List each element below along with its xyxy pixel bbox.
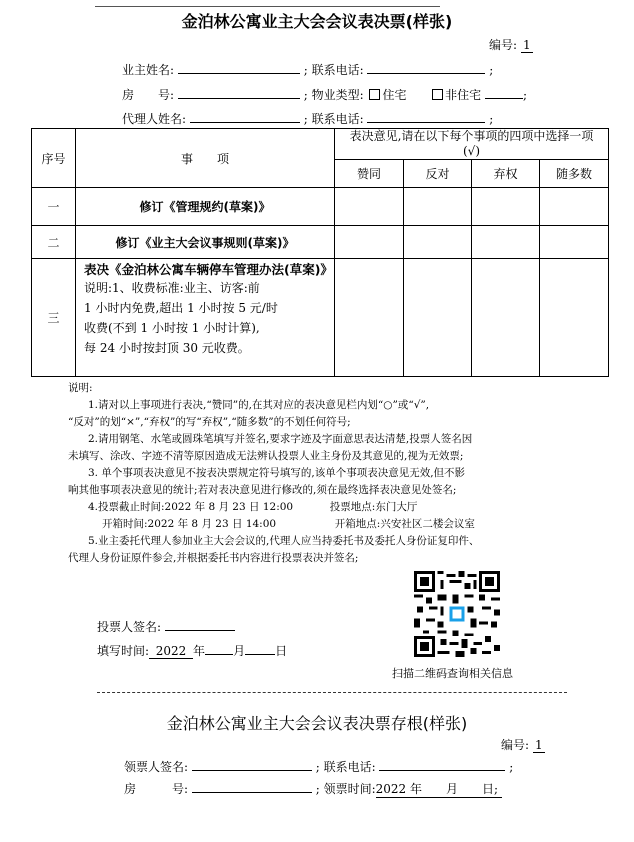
vote-cell[interactable] [335, 188, 404, 226]
note-line: 收费(不到 1 小时按 1 小时计算), [84, 321, 260, 335]
open-location: 开箱地点:兴安社区二楼会议室 [334, 518, 475, 530]
option-approve: 赞同 [335, 160, 404, 188]
row-item-cell [76, 259, 335, 377]
vote-cell[interactable] [472, 259, 540, 377]
stub-number [501, 736, 545, 753]
vote-cell[interactable] [540, 226, 609, 259]
option-majority: 随多数 [540, 160, 609, 188]
table-row [32, 188, 609, 226]
non-residential-label: 非住宅 [445, 88, 482, 102]
vote-cell[interactable] [404, 188, 472, 226]
room-label-2: 号: [158, 88, 175, 102]
agent-phone-label: 联系电话: [311, 112, 364, 126]
opinion-header: 表决意见,请在以下每个事项的四项中选择一项(√) [335, 129, 609, 160]
receive-time-label: 领票时间: [323, 782, 376, 796]
residential-checkbox[interactable] [369, 89, 380, 100]
vote-cell[interactable] [335, 226, 404, 259]
row-item: 修订《管理规约(草案)》 [76, 188, 335, 226]
note-line-4b [68, 516, 608, 533]
number-value: 1 [521, 38, 533, 53]
stub-room-field[interactable] [192, 792, 312, 793]
row-item: 修订《业主大会议事规则(草案)》 [76, 226, 335, 259]
note-line: 未填写、涂改、字迹不清等原因造成无法辨认投票人业主身份及其意见的,视为无效票; [68, 450, 464, 462]
stub-year: 2022 [375, 782, 407, 796]
room-label-1: 房 [122, 88, 135, 102]
stub-room-label-2: 号: [172, 782, 189, 796]
row-item: 表决《金泊林公寓车辆停车管理办法(草案)》 [84, 262, 333, 277]
receiver-sign-label: 领票人签名: [124, 760, 189, 774]
vote-cell[interactable] [335, 259, 404, 377]
stub-title: 金泊林公寓业主大会会议表决票存根(样张) [166, 714, 468, 733]
receiver-sign-field[interactable] [192, 770, 312, 771]
option-abstain: 弃权 [472, 160, 540, 188]
note-line: 每 24 小时按封顶 30 元收费。 [84, 341, 250, 355]
voter-sign-row [97, 618, 235, 635]
stub-phone-label: 联系电话: [323, 760, 376, 774]
note-line: 3. 单个事项表决意见不按表决票规定符号填写的,该单个事项表决意见无效,但不影 [88, 467, 466, 479]
top-rule [95, 6, 440, 7]
row-note [84, 278, 330, 358]
qr-caption: 扫描二维码查询相关信息 [392, 667, 513, 680]
note-line-4 [68, 499, 608, 516]
agent-name-label: 代理人姓名: [122, 112, 187, 126]
year-unit: 年 [193, 644, 206, 658]
row-no: 二 [32, 226, 76, 259]
stub-month-unit: 月 [446, 782, 459, 796]
fill-time-label: 填写时间: [97, 644, 150, 658]
stub-number-label: 编号: [501, 738, 530, 752]
table-row [32, 226, 609, 259]
phone-label: 联系电话: [311, 63, 364, 77]
non-residential-checkbox[interactable] [432, 89, 443, 100]
notes-heading: 说明: [68, 382, 93, 394]
vote-table [31, 128, 609, 377]
note-line: 5.业主委托代理人参加业主大会会议的,代理人应当持委托书及委托人身份证复印件、 [88, 535, 480, 547]
ballot-number [489, 36, 533, 53]
vote-cell[interactable] [540, 259, 609, 377]
deadline: 4.投票截止时间:2022 年 8 月 23 日 12:00 [88, 501, 294, 513]
voter-sign-label: 投票人签名: [97, 620, 162, 634]
agent-row: 代理人姓名: ; 联系电话: ; [122, 112, 494, 126]
table-row [32, 259, 609, 377]
fill-month[interactable] [205, 654, 233, 655]
note-line: 1.请对以上事项进行表决,“赞同”的,在其对应的表决意见栏内划“○”或“√”, [88, 399, 430, 411]
option-oppose: 反对 [404, 160, 472, 188]
stub-day-unit: 日; [482, 782, 499, 796]
agent-phone-field[interactable] [367, 122, 485, 123]
month-unit: 月 [233, 644, 246, 658]
room-row: 房 号: ; 物业类型: 住宅 非住宅 ; [122, 88, 528, 102]
row-no: 一 [32, 188, 76, 226]
stub-number-value: 1 [533, 738, 545, 753]
stub-receiver-row: 领票人签名: ; 联系电话: ; [124, 760, 514, 774]
stub-year-unit: 年 [410, 782, 423, 796]
vote-location: 投票地点:东门大厅 [329, 501, 418, 513]
day-unit: 日 [275, 644, 288, 658]
owner-name-field[interactable] [178, 73, 300, 74]
note-line: 说明:1、收费标准:业主、访客:前 [84, 281, 260, 295]
qr-code [414, 571, 500, 657]
row-no: 三 [32, 259, 76, 377]
vote-cell[interactable] [404, 226, 472, 259]
voter-sign-field[interactable] [165, 630, 235, 631]
residential-label: 住宅 [382, 88, 407, 102]
note-line: 代理人身份证原件参会,并根据委托书内容进行投票表决并签名; [68, 552, 359, 564]
col-no-header: 序号 [32, 129, 76, 188]
note-line: 1 小时内免费,超出 1 小时按 5 元/时 [84, 301, 278, 315]
receive-time-field[interactable] [376, 780, 502, 798]
fill-day[interactable] [245, 654, 275, 655]
note-line: 2.请用钢笔、水笔或圆珠笔填写并签名,要求字迹及字面意思表达清楚,投票人签名因 [88, 433, 473, 445]
ballot-title: 金泊林公寓业主大会会议表决票(样张) [181, 12, 453, 31]
stub-room-label-1: 房 [124, 782, 137, 796]
phone-field[interactable] [367, 73, 485, 74]
notes-section [68, 380, 608, 567]
note-line: 响其他事项表决意见的统计;若对表决意见进行修改的,须在最终选择表决意见处签名; [68, 484, 457, 496]
fill-time-row [97, 642, 287, 659]
stub-phone-field[interactable] [379, 770, 505, 771]
open-time: 开箱时间:2022 年 8 月 23 日 14:00 [102, 518, 277, 530]
owner-row: 业主姓名: ; 联系电话: ; [122, 63, 494, 77]
fill-year[interactable]: 2022 [149, 644, 193, 659]
agent-name-field[interactable] [190, 122, 300, 123]
stub-room-row: 房 号: ; 领票时间:2022 年 月 日; [124, 780, 502, 798]
vote-cell[interactable] [540, 188, 609, 226]
owner-name-label: 业主姓名: [122, 63, 175, 77]
vote-cell[interactable] [472, 226, 540, 259]
cut-line [97, 692, 567, 693]
col-item-header: 事 项 [76, 129, 335, 188]
note-line: “反对”的划“×”,“弃权”的写“弃权”,“随多数”的不划任何符号; [68, 416, 351, 428]
vote-cell[interactable] [404, 259, 472, 377]
vote-cell[interactable] [472, 188, 540, 226]
room-field[interactable] [178, 98, 300, 99]
number-label: 编号: [489, 38, 518, 52]
property-type-label: 物业类型: [311, 88, 364, 102]
